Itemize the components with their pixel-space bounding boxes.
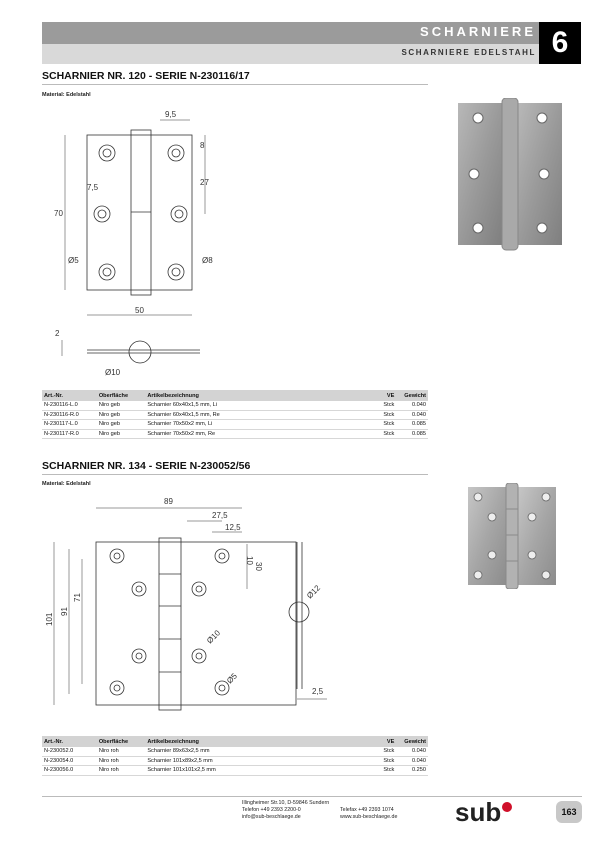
cell-artnr: N-230056.0	[42, 766, 97, 776]
dim-10: 10	[245, 556, 254, 565]
cell-ve: Stck	[360, 410, 396, 420]
page-title: SCHARNIERE	[420, 24, 536, 39]
cell-artnr: N-230117-R.0	[42, 429, 97, 439]
cell-surface: Niro roh	[97, 756, 146, 766]
cell-surface: Niro geb	[97, 401, 146, 410]
dim-27: 27	[200, 178, 209, 187]
dim-d8: Ø8	[202, 256, 213, 265]
footer-fax: Telefax +49 2393 1074	[340, 807, 394, 813]
dim-d12: Ø12	[305, 583, 323, 601]
sub-logo	[455, 799, 515, 825]
chapter-number: 6	[539, 22, 581, 64]
cell-ve: Stck	[360, 429, 396, 439]
footer-web[interactable]: www.sub-beschlaege.de	[340, 814, 398, 820]
section1-rule	[42, 84, 428, 85]
section2-title: SCHARNIER NR. 134 - SERIE N-230052/56	[42, 460, 251, 472]
cell-surface: Niro geb	[97, 429, 146, 439]
footer-rule	[42, 796, 582, 797]
cell-description: Scharnier 101x89x2,5 mm	[145, 756, 360, 766]
section1-material: Material: Edelstahl	[42, 92, 91, 98]
cell-weight: 0.040	[396, 410, 428, 420]
cell-description: Scharnier 89x63x2,5 mm	[145, 747, 360, 756]
dim-91: 91	[60, 607, 69, 616]
table-row	[42, 766, 428, 776]
dim-50: 50	[135, 306, 144, 315]
dim-2: 2	[55, 329, 60, 338]
col-header-description: Artikelbezeichnung	[145, 736, 360, 747]
cell-surface: Niro roh	[97, 766, 146, 776]
cell-surface: Niro geb	[97, 410, 146, 420]
cell-artnr: N-230052.0	[42, 747, 97, 756]
cell-artnr: N-230117-L.0	[42, 420, 97, 430]
logo-text: sub	[455, 799, 502, 825]
dim-89: 89	[164, 497, 173, 506]
section2-table	[42, 736, 428, 776]
cell-ve: Stck	[360, 420, 396, 430]
dim-2-5: 2,5	[312, 687, 324, 696]
table-row	[42, 429, 428, 439]
section1-table	[42, 390, 428, 439]
dim-d10: Ø10	[105, 368, 121, 377]
footer-phone: Telefon +49 2393 2200-0	[242, 807, 301, 813]
cell-weight: 0.040	[396, 756, 428, 766]
table-row	[42, 410, 428, 420]
cell-artnr: N-230116-R.0	[42, 410, 97, 420]
cell-description: Scharnier 70x50x2 mm, Li	[145, 420, 360, 430]
section2-material: Material: Edelstahl	[42, 481, 91, 487]
dim-7-5: 7,5	[87, 183, 99, 192]
cell-description: Scharnier 70x50x2 mm, Re	[145, 429, 360, 439]
cell-surface: Niro geb	[97, 420, 146, 430]
col-header-ve: VE	[360, 736, 396, 747]
dim-d5: Ø5	[68, 256, 79, 265]
cell-description: Scharnier 60x40x1,5 mm, Re	[145, 410, 360, 420]
footer-address: Illingheimer Str.10, D-59846 Sundern	[242, 800, 330, 806]
dim-71: 71	[73, 593, 82, 602]
section2-rule	[42, 474, 428, 475]
section2-technical-drawing	[42, 494, 342, 719]
cell-weight: 0.250	[396, 766, 428, 776]
cell-ve: Stck	[360, 756, 396, 766]
cell-description: Scharnier 60x40x1,5 mm, Li	[145, 401, 360, 410]
table-row	[42, 756, 428, 766]
col-header-ve: VE	[360, 390, 396, 401]
cell-ve: Stck	[360, 747, 396, 756]
col-header-description: Artikelbezeichnung	[145, 390, 360, 401]
dim-12-5: 12,5	[225, 523, 241, 532]
section1-title: SCHARNIER NR. 120 - SERIE N-230116/17	[42, 70, 250, 82]
dim-d10: Ø10	[205, 628, 223, 646]
table-row	[42, 401, 428, 410]
table-header-row	[42, 736, 428, 747]
page-subtitle: SCHARNIERE EDELSTAHL	[401, 48, 536, 57]
section1-product-photo	[456, 98, 564, 253]
col-header-artnr: Art.-Nr.	[42, 736, 97, 747]
col-header-surface: Oberfläche	[97, 390, 146, 401]
section2-product-photo	[466, 483, 558, 589]
col-header-artnr: Art.-Nr.	[42, 390, 97, 401]
dim-101: 101	[45, 612, 54, 626]
cell-weight: 0.085	[396, 429, 428, 439]
cell-weight: 0.085	[396, 420, 428, 430]
page-number: 163	[556, 801, 582, 823]
cell-surface: Niro roh	[97, 747, 146, 756]
cell-artnr: N-230054.0	[42, 756, 97, 766]
cell-weight: 0.040	[396, 747, 428, 756]
dim-9-5: 9,5	[165, 110, 177, 119]
col-header-surface: Oberfläche	[97, 736, 146, 747]
col-header-weight: Gewicht	[396, 736, 428, 747]
cell-weight: 0.040	[396, 401, 428, 410]
dim-27-5: 27,5	[212, 511, 228, 520]
col-header-weight: Gewicht	[396, 390, 428, 401]
cell-ve: Stck	[360, 766, 396, 776]
cell-artnr: N-230116-L.0	[42, 401, 97, 410]
section1-technical-drawing	[50, 100, 240, 380]
dim-70: 70	[54, 209, 63, 218]
cell-ve: Stck	[360, 401, 396, 410]
dim-8: 8	[200, 141, 205, 150]
cell-description: Scharnier 101x101x2,5 mm	[145, 766, 360, 776]
table-row	[42, 420, 428, 430]
dim-d5: Ø5	[225, 671, 239, 686]
table-row	[42, 747, 428, 756]
footer-email[interactable]: info@sub-beschlaege.de	[242, 814, 301, 820]
table-header-row	[42, 390, 428, 401]
dim-30: 30	[254, 562, 263, 571]
